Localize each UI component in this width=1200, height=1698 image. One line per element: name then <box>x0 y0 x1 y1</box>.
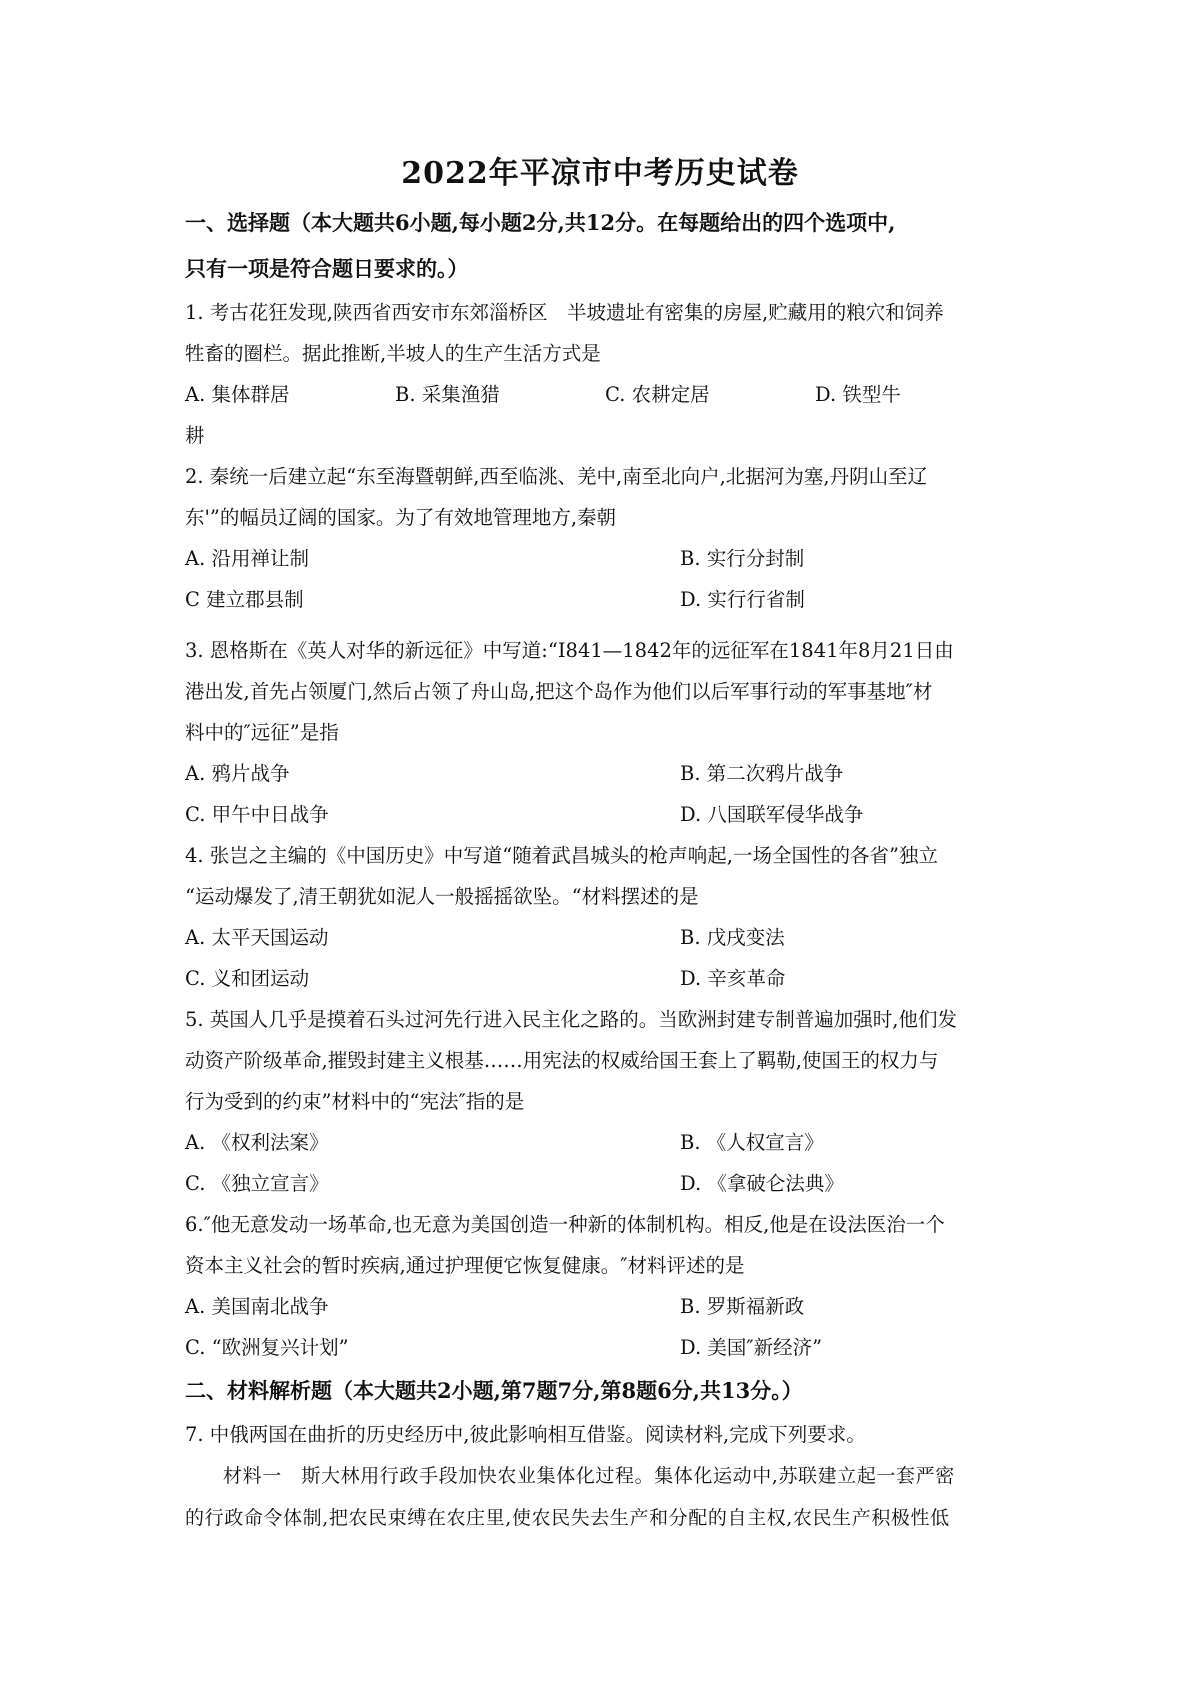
question-5 <box>185 999 1025 1204</box>
question-line: 料中的″远征”是指 <box>185 721 339 744</box>
option-a: A. 沿用禅让制 <box>185 547 309 570</box>
question-line: 港出发,首先占领厦门,然后占领了舟山岛,把这个岛作为他们以后军事行动的军事基地″材 <box>185 680 933 703</box>
options-row <box>185 1163 1025 1204</box>
question-4 <box>185 835 1025 999</box>
option-c: C 建立郡县制 <box>185 588 304 611</box>
option-d: D. 实行行省制 <box>680 588 805 611</box>
option-c: C. “欧洲复兴计划” <box>185 1336 349 1359</box>
option-b: B. 采集渔猎 <box>395 383 500 406</box>
options-row <box>185 794 1025 835</box>
options-row <box>185 1286 1025 1327</box>
question-1 <box>185 292 1025 456</box>
option-d: D. 辛亥革命 <box>680 967 786 990</box>
option-b: B. 罗斯福新政 <box>680 1295 805 1318</box>
question-line: 东'”的幅员辽阔的国家。为了有效地管理地方,秦朝 <box>185 506 617 529</box>
question-7 <box>185 1414 1025 1539</box>
question-line: 3. 恩格斯在《英人对华的新远征》中写道:“I841—1842年的远征军在1841年8月21日由 <box>185 639 954 662</box>
options-row <box>185 753 1025 794</box>
option-a: A. 美国南北战争 <box>185 1295 329 1318</box>
section1-heading-line1: 一、选择题（本大题共6小题,每小题2分,共12分。在每题给出的四个选项中, <box>185 210 896 235</box>
option-c: C. 甲午中日战争 <box>185 803 329 826</box>
question-line: 5. 英国人几乎是摸着石头过河先行进入民主化之路的。当欧洲封建专制普遍加强时,他们发 <box>185 1008 958 1031</box>
question-line: “运动爆发了,清王朝犹如泥人一般摇摇欲坠。“材料摆述的是 <box>185 885 699 908</box>
material-one-line1: 材料一 斯大林用行政手段加快农业集体化过程。集体化运动中,苏联建立起一套严密 <box>223 1465 955 1487</box>
options-row <box>185 1122 1025 1163</box>
options-row <box>185 1327 1025 1368</box>
question-line: 行为受到的约束”材料中的“宪法″指的是 <box>185 1090 525 1113</box>
exam-title: 2022年平凉市中考历史试卷 <box>401 156 799 191</box>
option-a: A. 太平天国运动 <box>185 926 329 949</box>
option-d: D. 铁型牛 <box>815 383 901 406</box>
option-c: C. 《独立宣言》 <box>185 1172 329 1195</box>
question-line: 动资产阶级革命,摧毁封建主义根基……用宪法的权威给国王套上了羁勒,使国王的权力与 <box>185 1049 939 1072</box>
question-line: 4. 张岂之主编的《中国历史》中写道“随着武昌城头的枪声响起,一场全国性的各省”独立 <box>185 844 938 867</box>
question-line: 6.″他无意发动一场革命,也无意为美国创造一种新的体制机构。相反,他是在设法医治一个 <box>185 1213 945 1236</box>
option-a: A. 鸦片战争 <box>185 762 290 785</box>
option-b: B. 实行分封制 <box>680 547 805 570</box>
question-line: 牲畜的圈栏。据此推断,半坡人的生产生活方式是 <box>185 342 601 365</box>
option-c: C. 农耕定居 <box>605 383 710 406</box>
section1-heading-line2: 只有一项是符合题日要求的。） <box>185 256 469 281</box>
options-row <box>185 374 1025 415</box>
material-one-line2: 的行政命令体制,把农民束缚在农庄里,使农民失去生产和分配的自主权,农民生产积极性低 <box>185 1507 950 1529</box>
option-continuation: 耕 <box>185 424 205 447</box>
option-d: D. 八国联军侵华战争 <box>680 803 864 826</box>
option-b: B. 第二次鸦片战争 <box>680 762 844 785</box>
option-d: D. 《拿破仑法典》 <box>680 1172 844 1195</box>
question-stem: 7. 中俄两国在曲折的历史经历中,彼此影响相互借鉴。阅读材料,完成下列要求。 <box>185 1423 866 1446</box>
option-b: B. 《人权宣言》 <box>680 1131 824 1154</box>
options-row <box>185 579 1025 620</box>
option-d: D. 美国″新经济” <box>680 1336 823 1359</box>
options-row <box>185 538 1025 579</box>
question-3 <box>185 630 1025 835</box>
section2-heading: 二、材料解析题（本大题共2小题,第7题7分,第8题6分,共13分。） <box>185 1378 803 1403</box>
option-a: A. 集体群居 <box>185 383 290 406</box>
exam-content <box>185 200 1025 1539</box>
option-a: A. 《权利法案》 <box>185 1131 329 1154</box>
option-b: B. 戊戌变法 <box>680 926 785 949</box>
question-line: 2. 秦统一后建立起“东至海暨朝鲜,西至临洮、羌中,南至北向户,北据河为塞,丹阴山至辽 <box>185 465 928 488</box>
options-row <box>185 917 1025 958</box>
option-c: C. 义和团运动 <box>185 967 310 990</box>
question-2 <box>185 456 1025 620</box>
question-line: 资本主义社会的暂时疾病,通过护理便它恢复健康。″材料评述的是 <box>185 1254 745 1277</box>
options-row <box>185 958 1025 999</box>
question-line: 1. 考古花狂发现,陕西省西安市东郊淄桥区 半坡遗址有密集的房屋,贮藏用的粮穴和饲养 <box>185 301 944 324</box>
question-6 <box>185 1204 1025 1368</box>
